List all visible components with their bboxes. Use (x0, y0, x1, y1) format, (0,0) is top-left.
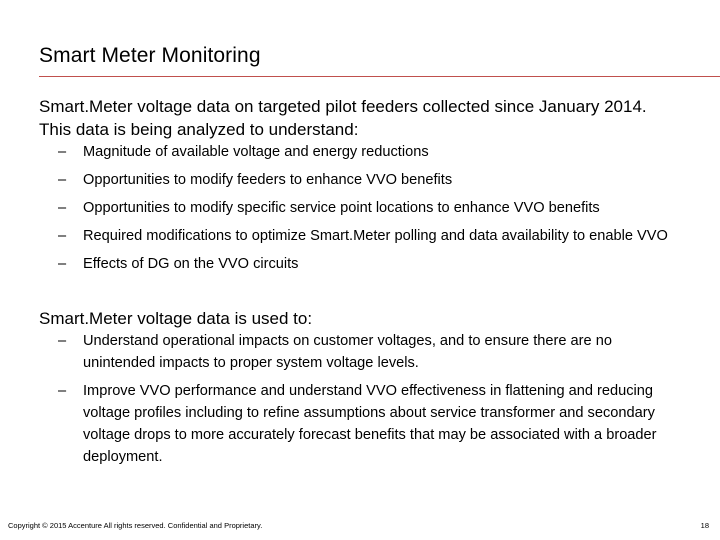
list-item (39, 253, 679, 275)
bullet-dash: – (58, 200, 67, 216)
footer-copyright: Copyright © 2015 Accenture All rights reserved. Confidential and Proprietary. (8, 521, 263, 530)
page-number: 18 (700, 521, 709, 530)
bullet-dash: – (58, 228, 67, 244)
section1-intro: Smart.Meter voltage data on targeted pilot feeders collected since January 2014. This data is being analyzed to understand: (39, 97, 647, 139)
list-item (39, 197, 679, 219)
slide-body (39, 95, 679, 474)
list-item-text: Opportunities to modify feeders to enhance VVO benefits (83, 172, 453, 188)
list-item (39, 330, 679, 374)
bullet-dash: – (58, 172, 67, 188)
list-item-text: Effects of DG on the VVO circuits (83, 256, 299, 272)
list-item (39, 169, 679, 191)
list-item-text: Understand operational impacts on customer voltages, and to ensure there are no unintended impacts to proper system voltage levels. (83, 333, 612, 371)
bullet-dash: – (58, 333, 67, 349)
bullet-dash: – (58, 256, 67, 272)
bullet-dash: – (58, 144, 67, 160)
list-item-text: Improve VVO performance and understand VVO effectiveness in flattening and reducing voltage profiles including to refine assumptions about service transformer and secondary voltage drops to more accurately forecast benefits that may be associated with a broader deployment. (83, 383, 657, 465)
slide-title: Smart Meter Monitoring (39, 44, 261, 67)
list-item-text: Required modifications to optimize Smart.Meter polling and data availability to enable VVO (83, 228, 668, 244)
title-divider (39, 76, 720, 77)
section2-bullet-list (39, 330, 679, 468)
list-item (39, 380, 679, 468)
section2-intro: Smart.Meter voltage data is used to: (39, 309, 313, 328)
list-item (39, 141, 679, 163)
bullet-dash: – (58, 383, 67, 399)
section1-bullet-list (39, 141, 679, 275)
list-item-text: Magnitude of available voltage and energy reductions (83, 144, 429, 160)
list-item (39, 225, 679, 247)
list-item-text: Opportunities to modify specific service point locations to enhance VVO benefits (83, 200, 600, 216)
